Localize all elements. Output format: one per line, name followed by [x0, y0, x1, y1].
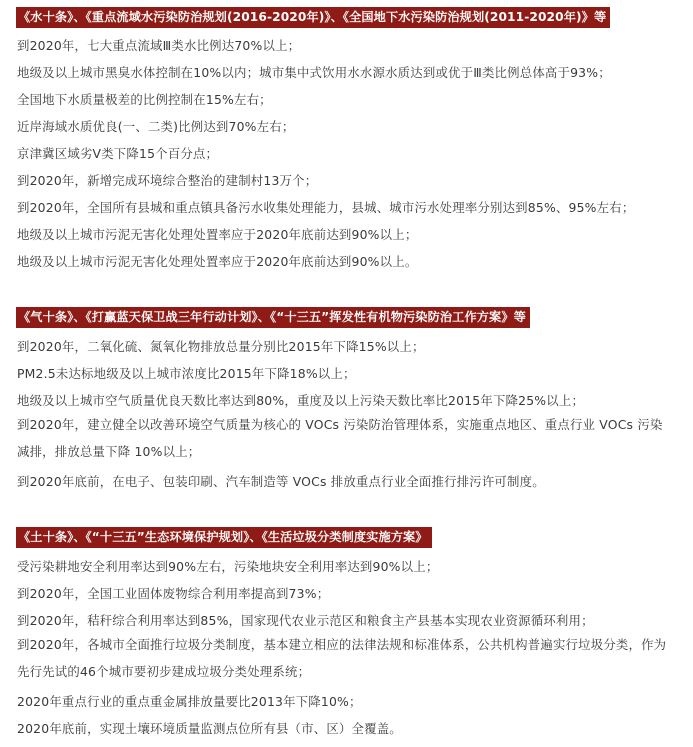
list-item: 地级及以上城市黑臭水体控制在10%以内；城市集中式饮用水水源水质达到或优于Ⅲ类比例总体高于93%；	[17, 65, 611, 80]
list-item: 2020年底前，实现土壤环境质量监测点位所有县（市、区）全覆盖。	[17, 721, 402, 736]
section-header-air: 《气十条》、《打赢蓝天保卫战三年行动计划》、《“十三五”挥发性有机物污染防治工作方案》等	[16, 307, 530, 328]
list-item: 全国地下水质量极差的比例控制在15%左右；	[17, 92, 272, 107]
list-item: 近岸海域水质优良(一、二类)比例达到70%左右；	[17, 119, 295, 134]
list-item: 京津冀区域劣Ⅴ类下降15个百分点；	[17, 146, 219, 161]
list-item: 到2020年，建立健全以改善环境空气质量为核心的 VOCs 污染防治管理体系，实施重点地区、重点行业 VOCs 污染减排，排放总量下降 10%以上；	[17, 417, 663, 459]
list-item: 2020年重点行业的重点重金属排放量要比2013年下降10%；	[17, 694, 362, 709]
list-item: 地级及以上城市空气质量优良天数比率达到80%，重度及以上污染天数比率比2015年下降25%以上；	[17, 393, 585, 408]
list-item: 到2020年，全国所有县城和重点镇具备污水收集处理能力，县城、城市污水处理率分别达到85%、95%左右；	[17, 200, 635, 215]
list-item: 到2020年，新增完成环境综合整治的建制村13万个；	[17, 173, 318, 188]
list-item: 受污染耕地安全利用率达到90%左右，污染地块安全利用率达到90%以上；	[17, 559, 439, 574]
list-item: 到2020年底前，在电子、包装印刷、汽车制造等 VOCs 排放重点行业全面推行排污许可制度。	[17, 474, 545, 489]
list-item: 到2020年，各城市全面推行垃圾分类制度，基本建立相应的法律法规和标准体系，公共机构普遍实行垃圾分类，作为先行先试的46个城市要初步建成垃圾分类处理系统；	[17, 637, 667, 679]
list-item: 地级及以上城市污泥无害化处理处置率应于2020年底前达到90%以上。	[17, 254, 418, 269]
list-item: 到2020年，秸秆综合利用率达到85%，国家现代农业示范区和粮食主产县基本实现农业资源循环利用；	[17, 613, 594, 628]
list-item: 地级及以上城市污泥无害化处理处置率应于2020年底前达到90%以上；	[17, 227, 418, 242]
section-header-water: 《水十条》、《重点流域水污染防治规划(2016-2020年)》、《全国地下水污染防治规划(2011-2020年)》等	[16, 7, 610, 28]
list-item: PM2.5未达标地级及以上城市浓度比2015年下降18%以上；	[17, 366, 356, 381]
section-header-soil: 《土十条》、《“十三五”生态环境保护规划》、《生活垃圾分类制度实施方案》	[16, 527, 432, 548]
list-item: 到2020年，二氧化硫、氮氧化物排放总量分别比2015年下降15%以上；	[17, 339, 425, 354]
list-item: 到2020年，全国工业固体废物综合利用率提高到73%；	[17, 586, 330, 601]
list-item: 到2020年，七大重点流域Ⅲ类水比例达70%以上；	[17, 38, 301, 53]
